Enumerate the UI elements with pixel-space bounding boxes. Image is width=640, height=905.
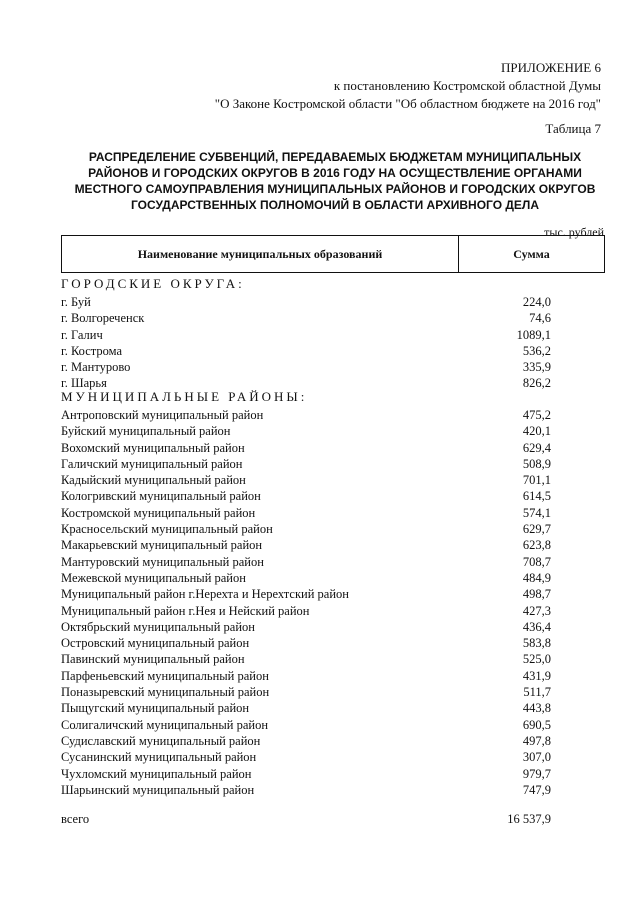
district-name: Муниципальный район г.Нея и Нейский район xyxy=(61,603,310,618)
decree-reference: к постановлению Костромской областной Думы xyxy=(333,78,601,93)
district-sum: 427,3 xyxy=(522,603,551,618)
district-sum: 525,0 xyxy=(522,652,551,667)
table-row xyxy=(61,505,551,521)
district-name: Антроповский муниципальный район xyxy=(61,408,264,422)
district-name: Шарьинский муниципальный район xyxy=(61,782,255,797)
table-number: Таблица 7 xyxy=(545,121,601,136)
district-name: Красносельский муниципальный район xyxy=(61,522,273,537)
total-value: 16 537,9 xyxy=(507,812,551,826)
column-header-name: Наименование муниципальных образований xyxy=(62,236,459,272)
district-name: г. Буй xyxy=(61,295,91,309)
district-sum: 1089,1 xyxy=(516,327,551,342)
table-row xyxy=(61,619,551,635)
district-sum: 701,1 xyxy=(522,473,551,488)
district-sum: 74,6 xyxy=(529,311,551,326)
total-row xyxy=(61,812,551,827)
district-sum: 443,8 xyxy=(522,701,551,716)
district-name: Кадыйский муниципальный район xyxy=(61,473,246,488)
district-sum: 436,4 xyxy=(522,619,551,634)
district-name: г. Галич xyxy=(61,327,103,342)
district-sum: 614,5 xyxy=(522,489,551,504)
table-row xyxy=(61,327,551,343)
district-sum: 475,2 xyxy=(522,408,551,422)
district-sum: 498,7 xyxy=(522,587,551,602)
district-sum: 708,7 xyxy=(522,554,551,569)
section-label-municipal-districts: МУНИЦИПАЛЬНЫЕ РАЙОНЫ: xyxy=(61,389,308,404)
district-name: Солигаличский муниципальный район xyxy=(61,717,269,732)
district-name: Островский муниципальный район xyxy=(61,636,250,651)
district-sum: 690,5 xyxy=(522,717,551,732)
district-name: Мантуровский муниципальный район xyxy=(61,554,264,569)
district-name: Костромской муниципальный район xyxy=(61,505,256,520)
table-row xyxy=(61,570,551,586)
table-row xyxy=(61,472,551,488)
district-sum: 623,8 xyxy=(522,538,551,553)
district-name: Октябрьский муниципальный район xyxy=(61,619,255,634)
district-name: Судиславский муниципальный район xyxy=(61,733,261,748)
district-sum: 420,1 xyxy=(522,424,551,439)
district-name: Галичский муниципальный район xyxy=(61,456,243,471)
table-row xyxy=(61,766,551,782)
district-sum: 629,7 xyxy=(522,522,551,537)
district-name: Макарьевский муниципальный район xyxy=(61,538,263,553)
district-sum: 574,1 xyxy=(522,505,551,520)
district-sum: 335,9 xyxy=(522,360,551,375)
district-name: Павинский муниципальный район xyxy=(61,652,245,667)
table-row xyxy=(61,521,551,537)
table-row xyxy=(61,343,551,359)
district-name: Буйский муниципальный район xyxy=(61,424,231,439)
district-name: г. Кострома xyxy=(61,343,123,358)
table-row xyxy=(61,700,551,716)
table-row xyxy=(61,782,551,798)
document-title: РАСПРЕДЕЛЕНИЕ СУБВЕНЦИЙ, ПЕРЕДАВАЕМЫХ БЮДЖЕТАМ МУНИЦИПАЛЬНЫХ РАЙОНОВ И ГОРОДСКИХ ОКРУГОВ В 2016 ГОДУ НА ОСУЩЕСТВЛЕНИЕ ОРГАНАМИ МЕСТНОГО САМОУПРАВЛЕНИЯ МУНИЦИПАЛЬНЫХ РАЙОНОВ И ГОРОДСКИХ ОКРУГОВ ГОСУДАРСТВЕННЫХ ПОЛНОМОЧИЙ В ОБЛАСТИ АРХИВНОГО ДЕЛА xyxy=(74,150,596,212)
district-name: Пыщугский муниципальный район xyxy=(61,701,250,716)
table-header xyxy=(61,235,605,273)
municipal-districts-list xyxy=(61,407,551,798)
district-name: г. Мантурово xyxy=(61,360,131,375)
district-sum: 747,9 xyxy=(522,782,551,797)
district-sum: 536,2 xyxy=(522,343,551,358)
district-name: Сусанинский муниципальный район xyxy=(61,750,257,765)
units-label: тыс. рублей xyxy=(544,225,604,239)
column-header-sum: Сумма xyxy=(513,246,550,261)
district-name: Чухломский муниципальный район xyxy=(61,766,252,781)
district-name: Кологривский муниципальный район xyxy=(61,489,261,504)
table-row xyxy=(61,733,551,749)
table-row xyxy=(61,310,551,326)
district-sum: 224,0 xyxy=(522,295,551,309)
table-row xyxy=(61,603,551,619)
table-row xyxy=(61,635,551,651)
district-sum: 583,8 xyxy=(522,636,551,651)
district-sum: 826,2 xyxy=(522,376,551,391)
district-sum: 497,8 xyxy=(522,733,551,748)
table-row xyxy=(61,749,551,765)
table-row xyxy=(61,651,551,667)
table-row xyxy=(61,294,551,310)
district-name: Муниципальный район г.Нерехта и Нерехтский район xyxy=(61,587,349,602)
table-row xyxy=(61,668,551,684)
district-name: Поназыревский муниципальный район xyxy=(61,685,270,700)
district-name: г. Волгореченск xyxy=(61,311,145,326)
table-row xyxy=(61,440,551,456)
district-name: Парфеньевский муниципальный район xyxy=(61,668,269,683)
appendix-label: ПРИЛОЖЕНИЕ 6 xyxy=(501,60,601,75)
section-label-city-districts: ГОРОДСКИЕ ОКРУГА: xyxy=(61,276,245,291)
law-reference: "О Законе Костромской области "Об областном бюджете на 2016 год" xyxy=(214,96,601,111)
district-sum: 979,7 xyxy=(522,766,551,781)
city-districts-list xyxy=(61,294,551,392)
table-row xyxy=(61,684,551,700)
table-row xyxy=(61,456,551,472)
district-sum: 508,9 xyxy=(522,456,551,471)
district-sum: 511,7 xyxy=(523,685,551,700)
table-row xyxy=(61,423,551,439)
table-row xyxy=(61,407,551,423)
district-sum: 629,4 xyxy=(522,440,551,455)
table-row xyxy=(61,488,551,504)
district-sum: 307,0 xyxy=(522,750,551,765)
total-label: всего xyxy=(61,812,90,826)
district-name: Межевской муниципальный район xyxy=(61,570,246,585)
table-row xyxy=(61,586,551,602)
district-name: Вохомский муниципальный район xyxy=(61,440,245,455)
district-name: г. Шарья xyxy=(61,376,107,391)
table-row xyxy=(61,554,551,570)
table-row xyxy=(61,537,551,553)
table-row xyxy=(61,717,551,733)
table-row xyxy=(61,359,551,375)
district-sum: 484,9 xyxy=(522,570,551,585)
district-sum: 431,9 xyxy=(522,668,551,683)
